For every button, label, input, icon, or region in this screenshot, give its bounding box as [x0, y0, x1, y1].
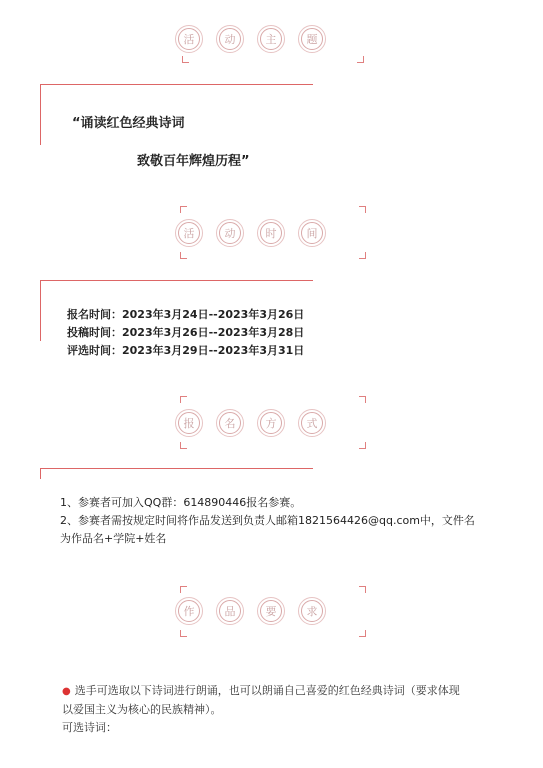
requirements-text	[62, 682, 502, 737]
corner-decoration	[359, 252, 366, 259]
evaluation-time: 评选时间：2023年3月29日--2023年3月31日	[67, 344, 305, 357]
bullet-icon: ●	[62, 686, 71, 697]
corner-decoration	[359, 630, 366, 637]
char-circle: 时	[260, 222, 282, 244]
section-frame	[40, 468, 313, 479]
requirements-line-3: 可选诗词：	[62, 721, 117, 734]
corner-decoration	[359, 206, 366, 213]
char-circle: 方	[260, 412, 282, 434]
requirements-line-1	[62, 682, 502, 701]
requirements-line-1-text: 选手可选取以下诗词进行朗诵，也可以朗诵自己喜爱的红色经典诗词（要求体现	[74, 684, 460, 697]
corner-decoration	[359, 586, 366, 593]
section-header-signup	[0, 392, 543, 462]
char-circle: 品	[219, 600, 241, 622]
corner-decoration	[359, 396, 366, 403]
char-circle: 活	[178, 28, 200, 50]
char-circle: 名	[219, 412, 241, 434]
char-circle: 作	[178, 600, 200, 622]
char-circle: 活	[178, 222, 200, 244]
signup-line-2: 2、参赛者需按规定时间将作品发送到负责人邮箱1821564426@qq.com中，文件名	[60, 514, 475, 527]
char-circle: 式	[301, 412, 323, 434]
char-circle: 题	[301, 28, 323, 50]
corner-decoration	[182, 56, 189, 63]
char-circle: 求	[301, 600, 323, 622]
char-circle: 要	[260, 600, 282, 622]
submission-time: 投稿时间：2023年3月26日--2023年3月28日	[67, 326, 305, 339]
char-circle: 主	[260, 28, 282, 50]
corner-decoration	[359, 442, 366, 449]
section-header-time	[0, 200, 543, 270]
char-circle: 动	[219, 28, 241, 50]
corner-decoration	[180, 206, 187, 213]
corner-decoration	[180, 252, 187, 259]
signup-line-3: 为作品名+学院+姓名	[60, 532, 167, 545]
corner-decoration	[180, 442, 187, 449]
corner-decoration	[180, 630, 187, 637]
corner-decoration	[180, 396, 187, 403]
char-circle: 报	[178, 412, 200, 434]
theme-line-2: 致敬百年辉煌历程”	[137, 154, 250, 169]
requirements-line-2: 以爱国主义为核心的民族精神）。	[62, 703, 222, 716]
section-header-requirements	[0, 580, 543, 650]
char-circle: 动	[219, 222, 241, 244]
theme-line-1: “诵读红色经典诗词	[72, 116, 185, 131]
char-circle: 间	[301, 222, 323, 244]
registration-time: 报名时间：2023年3月24日--2023年3月26日	[67, 308, 305, 321]
signup-line-1: 1、参赛者可加入QQ群：614890446报名参赛。	[60, 496, 302, 509]
section-header-theme	[0, 14, 543, 84]
corner-decoration	[180, 586, 187, 593]
corner-decoration	[357, 56, 364, 63]
